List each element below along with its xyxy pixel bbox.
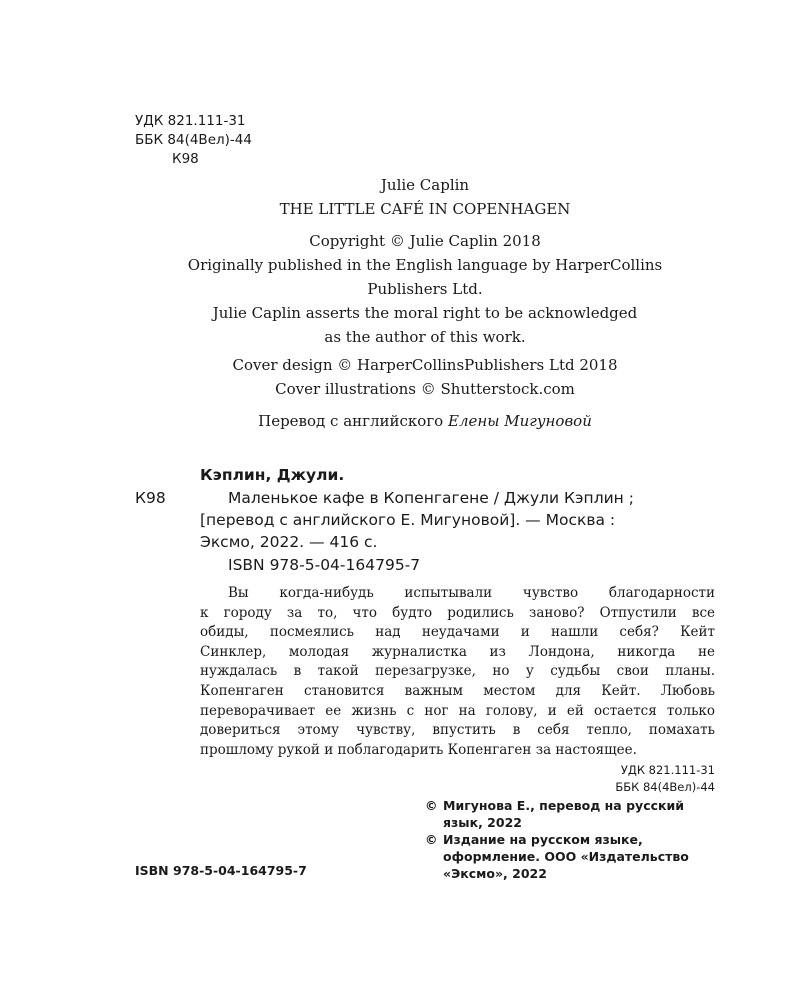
annotation-line: нуждалась в такой перезагрузке, но у судьбы свои планы. bbox=[200, 663, 715, 680]
cover-design: Cover design © HarperCollinsPublishers Ltd 2018 bbox=[232, 356, 618, 374]
annotation-line: довериться этому чувству, впустить в себя тепло, помахать bbox=[200, 722, 715, 739]
catalog-mark: К98 bbox=[135, 489, 166, 507]
published-line-1: Originally published in the English language by HarperCollins bbox=[187, 256, 663, 274]
moral-right-line-1: Julie Caplin asserts the moral right to be acknowledged bbox=[212, 304, 638, 322]
catalog-entry-line-3: Эксмо, 2022. — 416 с. bbox=[200, 533, 378, 551]
annotation-line: обиды, посмеялись над неудачами и нашли себя? Кейт bbox=[200, 624, 715, 641]
annotation-line: Копенгаген становится важным местом для Кейт. Любовь bbox=[200, 682, 715, 699]
annotation-line: Вы когда-нибудь испытывали чувство благодарности bbox=[228, 585, 715, 601]
cover-credits bbox=[120, 353, 730, 401]
copyright-icon: © bbox=[425, 832, 438, 847]
original-title: THE LITTLE CAFÉ IN COPENHAGEN bbox=[279, 200, 571, 218]
copyright-line: Copyright © Julie Caplin 2018 bbox=[309, 232, 541, 250]
catalog-entry bbox=[200, 487, 720, 553]
edition-copyright bbox=[425, 831, 725, 882]
top-classification-codes bbox=[135, 110, 252, 170]
original-author: Julie Caplin bbox=[380, 176, 470, 194]
author-mark: К98 bbox=[172, 151, 199, 167]
annotation-line: Синклер, молодая журналистка из Лондона, никогда не bbox=[200, 643, 715, 660]
annotation bbox=[200, 584, 715, 760]
edition-copyright-line-3: «Эксмо», 2022 bbox=[443, 866, 547, 881]
published-line-2: Publishers Ltd. bbox=[367, 280, 483, 298]
catalog-entry-line-2: [перевод с английского Е. Мигуновой]. — Москва : bbox=[200, 511, 616, 529]
footer-isbn: ISBN 978-5-04-164795-7 bbox=[135, 863, 307, 878]
annotation-line: переворачивает ее жизнь с ног на голову, и ей остается только bbox=[200, 702, 715, 719]
catalog-isbn: ISBN 978-5-04-164795-7 bbox=[228, 556, 421, 574]
catalog-entry-line-1: Маленькое кафе в Копенгагене / Джули Кэплин ; bbox=[228, 489, 634, 507]
bottom-udk-code: УДК 821.111-31 bbox=[620, 763, 715, 777]
russian-copyrights bbox=[425, 797, 725, 882]
translation-copyright-line-1: Мигунова Е., перевод на русский bbox=[443, 798, 685, 813]
annotation-line: к городу за то, что будто родились заново? Отпустили все bbox=[200, 604, 715, 621]
edition-copyright-line-1: Издание на русском языке, bbox=[443, 832, 643, 847]
copyright-icon: © bbox=[425, 798, 438, 813]
bottom-bbk-code: ББК 84(4Вел)-44 bbox=[615, 780, 715, 794]
bbk-code: ББК 84(4Вел)-44 bbox=[135, 132, 252, 148]
bottom-classification-codes bbox=[520, 762, 715, 796]
udk-code: УДК 821.111-31 bbox=[135, 113, 246, 129]
translator-name: Елены Мигуновой bbox=[448, 412, 592, 430]
moral-right-line-2: as the author of this work. bbox=[324, 328, 526, 346]
translation-copyright-line-2: язык, 2022 bbox=[443, 815, 522, 830]
translation-copyright bbox=[425, 797, 725, 831]
rights-block bbox=[120, 229, 730, 349]
annotation-line: прошлому рукой и поблагодарить Копенгаген за настоящее. bbox=[200, 741, 637, 758]
translation-credit bbox=[120, 409, 730, 433]
catalog-author-heading: Кэплин, Джули. bbox=[200, 466, 345, 484]
edition-copyright-line-2: оформление. ООО «Издательство bbox=[443, 849, 689, 864]
translation-prefix: Перевод с английского bbox=[258, 412, 444, 430]
original-title-block bbox=[120, 173, 730, 221]
cover-illustrations: Cover illustrations © Shutterstock.com bbox=[275, 380, 575, 398]
